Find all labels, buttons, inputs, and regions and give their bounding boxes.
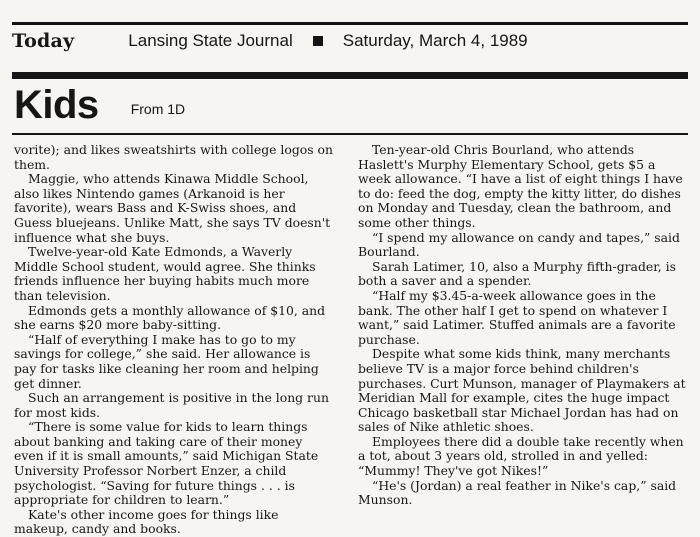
newspaper-name: Lansing State Journal	[128, 31, 293, 50]
paragraph: “Half my $3.45-a-week allowance goes in the bank. The other half I get to spend on whatever I want,” said Latimer. Stuffed animals are a favorite purchase.	[358, 287, 676, 347]
article-right-column	[358, 143, 688, 508]
paragraph: Such an arrangement is positive in the long run for most kids.	[14, 390, 329, 420]
paragraph: Ten-year-old Chris Bourland, who attends Haslett's Murphy Elementary School, gets $5 a week allowance. “I have a list of eight things I have to do: feed the dog, empty the kitty litter, do dishes on Monday and Tuesday, clean the bathroom, and some other things.	[358, 142, 683, 230]
paragraph: Sarah Latimer, 10, also a Murphy fifth-grader, is both a saver and a spender.	[358, 258, 676, 289]
article-left-column	[14, 143, 335, 537]
paragraph: Despite what some kids think, many merchants believe TV is a major force behind children's purchases. Curt Munson, manager of Playmakers at Meridian Mall for example, cites the huge impact Chicago basketball star Michael Jordan has had on sales of Nike athletic shoes.	[358, 346, 686, 435]
paragraph: Employees there did a double take recently when a tot, about 3 years old, strolled in and yelled: “Mummy! They've got Nikes!”	[358, 433, 684, 479]
page-header	[14, 80, 185, 130]
masthead-bar	[12, 22, 688, 57]
paragraph: “There is some value for kids to learn things about banking and taking care of their money even if it is small amounts,” said Michigan State University Professor Norbert Enzer, a child psychologist. “Saving for future things . . . is appropriate for children to learn.”	[14, 419, 319, 508]
header-rule-thin	[12, 133, 688, 135]
section-name: Today	[12, 30, 75, 52]
paragraph: Kate's other income goes for things like makeup, candy and books.	[14, 506, 279, 537]
jump-line: From 1D	[130, 101, 186, 117]
page-title: Kids	[14, 82, 99, 127]
header-rule-thick	[12, 72, 688, 79]
paragraph: Edmonds gets a monthly allowance of $10, and she earns $20 more baby-sitting.	[14, 302, 326, 333]
paragraph: Twelve-year-old Kate Edmonds, a Waverly Middle School student, would agree. She thinks friends influence her buying habits much more than television.	[14, 244, 316, 303]
paragraph: “He's (Jordan) a real feather in Nike's cap,” said Munson.	[358, 477, 677, 508]
paragraph: “I spend my allowance on candy and tapes,” said Bourland.	[358, 229, 680, 260]
paragraph: “Half of everything I make has to go to my savings for college,” she said. Her allowance is pay for tasks like cleaning her room and helping get dinner.	[14, 331, 319, 391]
issue-date: Saturday, March 4, 1989	[342, 31, 528, 50]
separator-square-icon	[313, 36, 323, 46]
paragraph: vorite); and likes sweatshirts with college logos on them.	[14, 142, 333, 172]
paragraph: Maggie, who attends Kinawa Middle School, also likes Nintendo games (Arkanoid is her favorite), wears Bass and K-Swiss shoes, and Guess bluejeans. Unlike Matt, she says TV doesn't influence what she buys.	[14, 171, 331, 245]
